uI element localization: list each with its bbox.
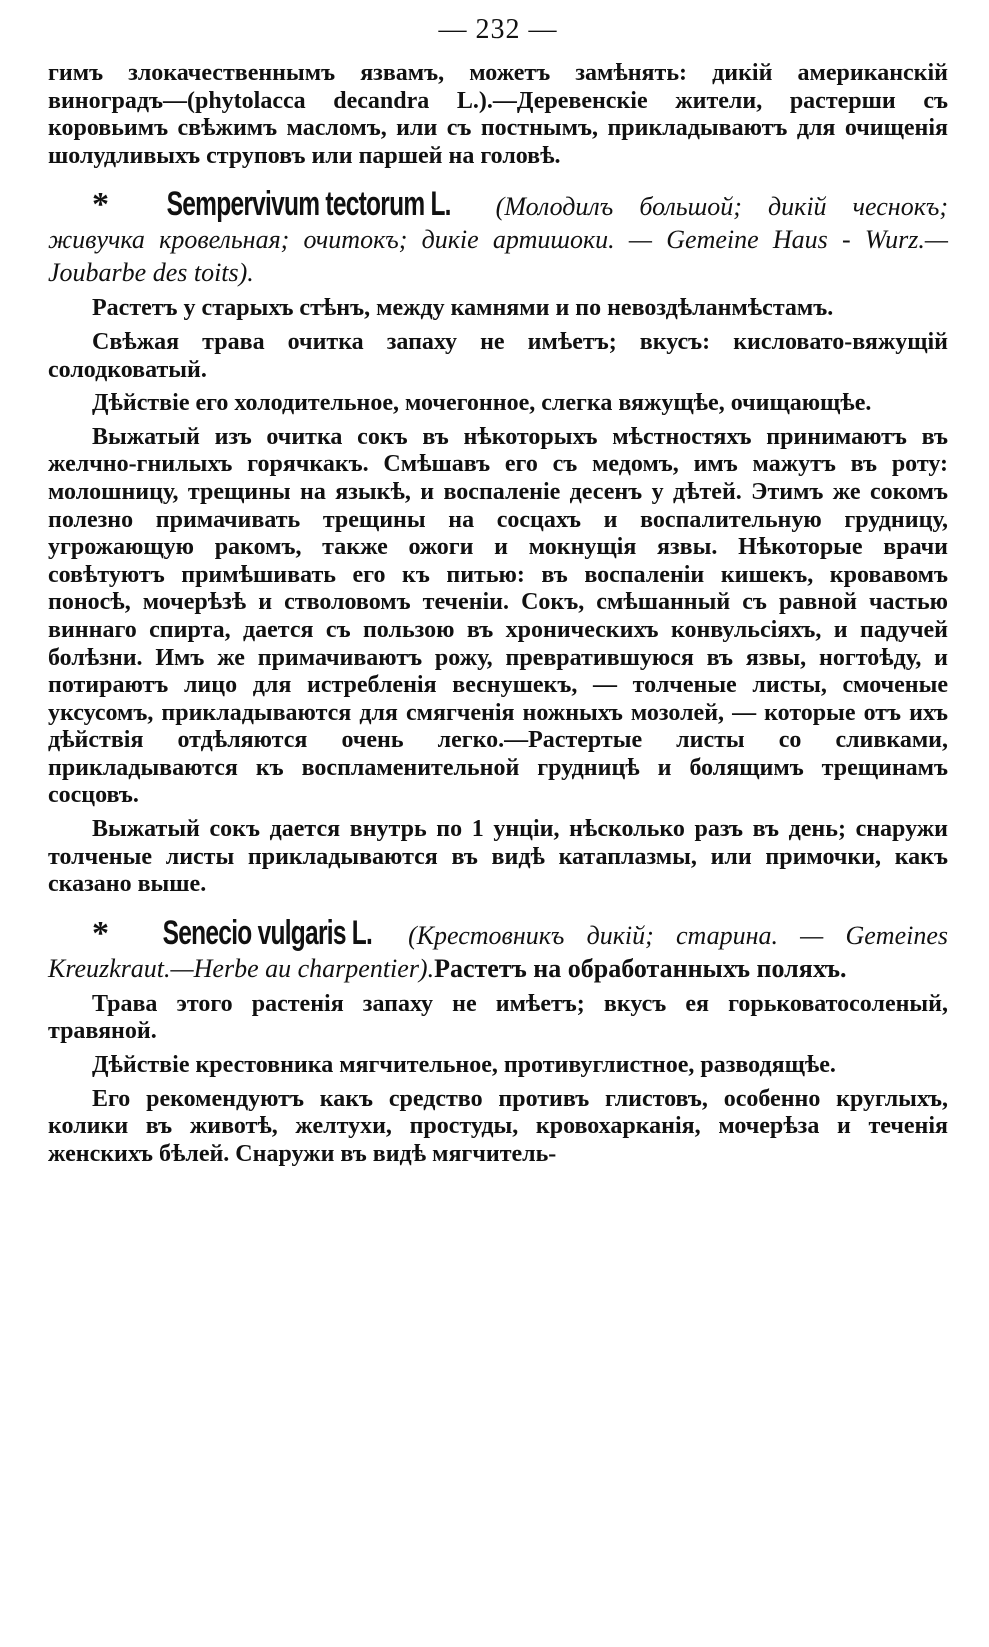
latin-name: Senecio vulgaris L. bbox=[162, 913, 373, 952]
paragraph-uses: Его рекомендуютъ какъ средство противъ глистовъ, особенно круглыхъ, колики въ животѣ, желтухи, простуды, кровохарканія, мочерѣза и теченія женскихъ бѣлей. Снаружи въ видѣ мягчитель- bbox=[48, 1085, 948, 1167]
entry-heading bbox=[48, 185, 949, 289]
page-number: — 232 — bbox=[438, 14, 558, 45]
paragraph-habitat: Растетъ у старыхъ стѣнъ, между камнями и по невоздѣланмѣстамъ. bbox=[92, 295, 834, 322]
paragraph-taste: Свѣжая трава очитка запаху не имѣетъ; вкусъ: кисловато-вяжущій солодковатый. bbox=[48, 328, 948, 383]
paragraph-taste: Трава этого растенія запаху не имѣетъ; вкусъ ея горьковатосоленый, травяной. bbox=[48, 990, 948, 1045]
entry-marker: * bbox=[92, 186, 109, 224]
entry-marker: * bbox=[92, 914, 109, 952]
habitat-text: Растетъ на обработанныхъ поляхъ. bbox=[434, 953, 847, 983]
paragraph-action: Дѣйствіе его холодительное, мочегонное, слегка вяжущѣе, очищающѣе. bbox=[92, 390, 872, 417]
document-page bbox=[48, 0, 948, 1168]
paragraph-uses: Выжатый изъ очитка сокъ въ нѣкоторыхъ мѣстностяхъ принимаютъ въ желчно-гнилыхъ горячкакъ. Смѣшавъ его съ медомъ, имъ мажутъ въ роту: молошницу, трещины на языкѣ, и воспаленіе десенъ у дѣтей. Этимъ же сокомъ полезно примачивать трещины на сосцахъ и воспалительную грудницу, угрожающую ракомъ, также ожоги и мокнущія язвы. Нѣкоторые врачи совѣтуютъ примѣшивать его къ питью: въ воспаленіи кишекъ, кровавомъ поносѣ, мочерѣзѣ и стволовомъ теченіи. Сокъ, смѣшанный съ равной частью виннаго спирта, дается съ пользою въ хроническихъ конвульсіяхъ, и падучей болѣзни. Имъ же примачиваютъ рожу, превратившуюся въ язвы, ногтоѣду, и потираютъ лицо для истребленія веснушекъ, — толченые листы, смоченые уксусомъ, прикладываются для смягченія ножныхъ мозолей, — которые отъ ихъ дѣйствія отдѣляются очень легко.—Растертые листы со сливками, прикладываются къ воспламенительной грудницѣ и болящимъ трещинамъ сосцовъ. bbox=[48, 423, 948, 809]
entry-sempervivum bbox=[48, 185, 949, 898]
latin-name: Sempervivum tectorum L. bbox=[166, 185, 451, 224]
paragraph-dosage: Выжатый сокъ дается внутрь по 1 унціи, нѣсколько разъ въ день; снаружи толченые листы прикладываются въ видѣ катаплазмы, или примочки, какъ сказано выше. bbox=[48, 816, 948, 898]
synonyms: (Молодилъ большой; дикій чеснокъ; живучка кровельная; очитокъ; дикіе артишоки. — Gemeine Haus - Wurz.—Joubarbe des toits). bbox=[48, 192, 949, 288]
paragraph-continuation: гимъ злокачественнымъ язвамъ, можетъ замѣнять: дикій американскій виноградъ—(phytolacca decandra L.).—Деревенскіе жители, растерши съ коровьимъ свѣжимъ масломъ, или съ постнымъ, прикладываютъ для очищенія шолудливыхъ струповъ или паршей на головѣ. bbox=[48, 60, 948, 169]
paragraph-action: Дѣйствіе крестовника мягчительное, противуглистное, разводящѣе. bbox=[92, 1052, 836, 1079]
entry-senecio bbox=[48, 913, 949, 1169]
entry-heading bbox=[48, 913, 949, 985]
synonyms: (Крестовникъ дикій; старина. — Gemeines Kreuzkraut.—Herbe au charpentier). bbox=[48, 920, 949, 983]
